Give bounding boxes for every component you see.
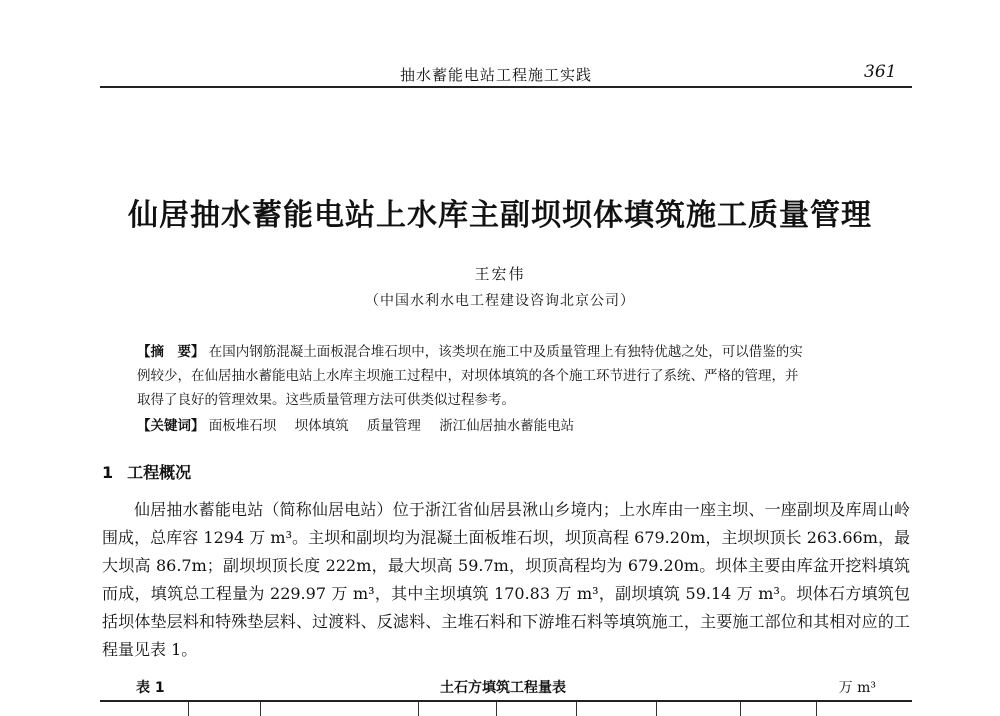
running-title: 抽水蓄能电站工程施工实践 [400,66,593,84]
section-number: 1 [102,463,114,482]
table-column-divider [260,702,261,716]
table-column-divider [188,702,189,716]
abstract-line-2: 例较少，在仙居抽水蓄能电站上水库主坝施工过程中，对坝体填筑的各个施工环节进行了系统、严格的管理，并 [137,368,799,384]
section-heading [102,460,191,483]
author: 王宏伟 [474,265,526,283]
keyword-item: 面板堆石坝 [208,418,277,434]
table-column-divider [496,702,497,716]
page-number: 361 [864,62,897,82]
keyword-item: 浙江仙居抽水蓄能电站 [439,418,575,434]
table-column-divider [816,702,817,716]
body-paragraph: 仙居抽水蓄能电站（简称仙居电站）位于浙江省仙居县湫山乡境内；上水库由一座主坝、一座副坝及库周山岭围成，总库容 1294 万 m³。主坝和副坝均为混凝土面板堆石坝，坝顶高程 679.20m，主坝坝顶长 263.66m，最大坝高 86.7m；副坝坝顶长度 222m，最大坝高 59.7m，坝顶高程均为 679.20m。坝体主要由库盆开挖料填筑而成，填筑总工程量为 229.97 万 m³，其中主坝填筑 170.83 万 m³，副坝填筑 59.14 万 m³。坝体石方填筑包括坝体垫层料和特殊垫层料、过渡料、反滤料、主堆石料和下游堆石料等填筑施工，主要施工部位和其相对应的工程量见表 1。 [102,500,910,659]
table-caption [100,677,912,697]
table-column-divider [576,702,577,716]
paper-title: 仙居抽水蓄能电站上水库主副坝坝体填筑施工质量管理 [128,198,872,233]
keywords [137,414,877,438]
abstract-label: 【摘 要】 [137,344,205,360]
section-title: 工程概况 [127,463,192,482]
table-unit: 万 m³ [838,680,876,696]
abstract-line-1 [137,340,877,364]
abstract-text-1: 在国内钢筋混凝土面板混合堆石坝中，该类坝在施工中及质量管理上有独特优越之处，可以借鉴的实 [208,344,803,360]
header-rule [100,86,912,88]
keyword-item: 坝体填筑 [294,418,349,434]
affiliation: （中国水利水电工程建设咨询北京公司） [365,293,635,309]
table-column-divider [418,702,419,716]
table-column-divider [656,702,657,716]
abstract-line-3: 取得了良好的管理效果。这些质量管理方法可供类似过程参考。 [137,392,515,408]
table-title: 土石方填筑工程量表 [440,680,566,696]
table-column-divider [740,702,741,716]
table-number: 表 1 [136,680,165,696]
table-header-partial [100,702,912,716]
body-text [102,496,910,664]
abstract [137,340,877,412]
keywords-label: 【关键词】 [137,418,205,434]
keyword-item: 质量管理 [366,418,421,434]
